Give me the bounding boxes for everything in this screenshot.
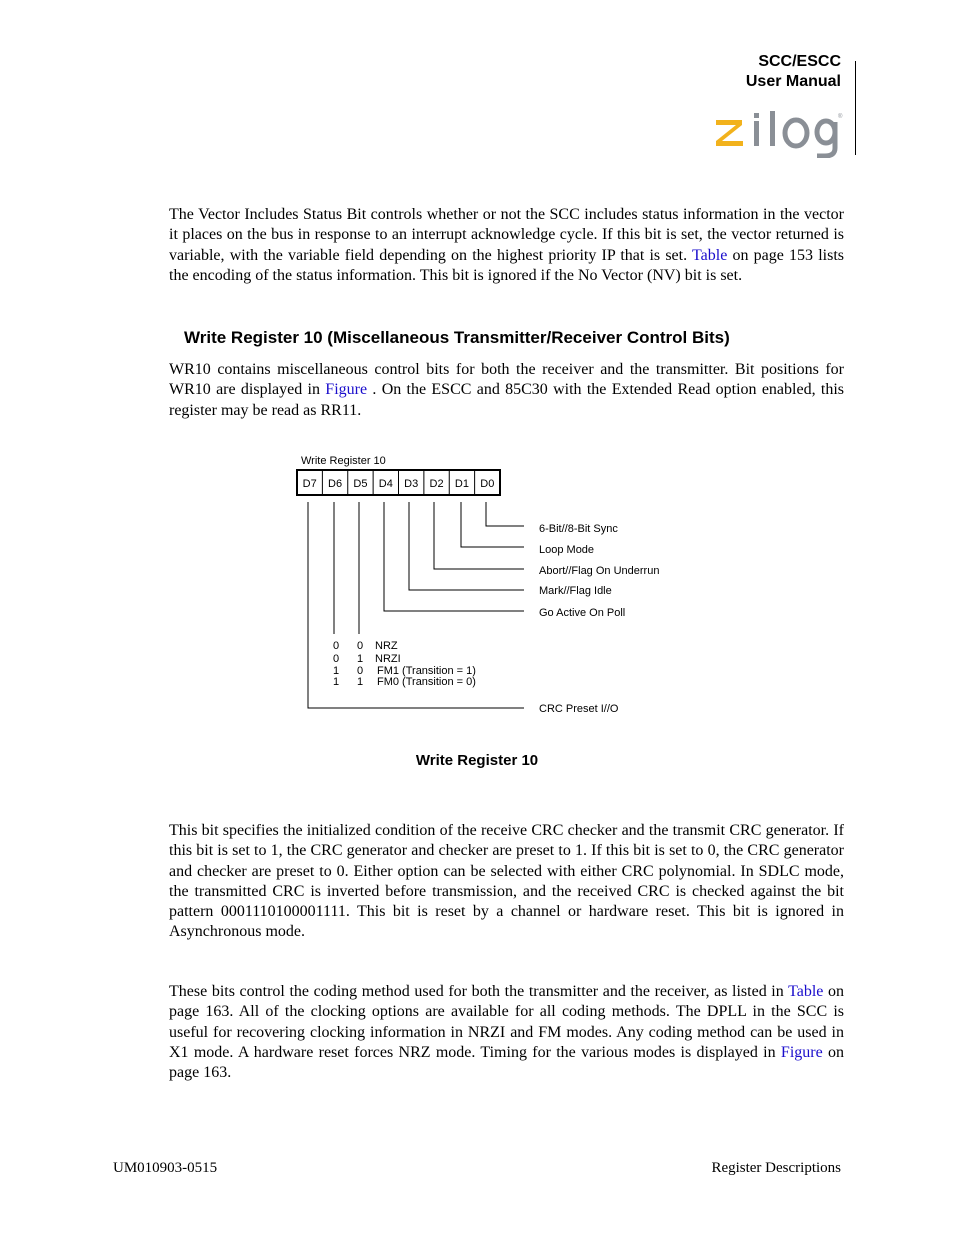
coding-row-2-name: NRZI bbox=[375, 653, 401, 665]
coding-row-2-d6: 0 bbox=[333, 653, 340, 665]
coding-row-4-name: FM0 (Transition = 0) bbox=[377, 676, 476, 688]
register-label: Write Register 10 bbox=[301, 455, 386, 467]
leader-d0 bbox=[486, 502, 524, 526]
bit-cell-d2: D2 bbox=[429, 478, 444, 490]
label-mark-flag-idle: Mark//Flag Idle bbox=[539, 585, 612, 597]
label-abort-flag-on-underrun: Abort//Flag On Underrun bbox=[539, 565, 660, 577]
leader-d4 bbox=[384, 502, 524, 611]
label-loop-mode: Loop Mode bbox=[539, 544, 595, 556]
wr10-paragraph: WR10 contains miscellaneous control bits for both the receiver and the transmitter. Bit positions for WR10 are displayed in Figure . On the ESCC and 85C30 with the Extended Read option enabled, this register may be read as RR11. bbox=[169, 361, 844, 419]
label-crc-preset: CRC Preset I//O bbox=[539, 703, 619, 715]
data-encoding-paragraph: These bits control the coding method used for both the transmitter and the receiver, as listed in Table on page 163. All of the clocking options are available for all coding methods. The DPLL in the SCC is useful for recovering clocking information in NRZI and FM modes. Any coding method can be used in X1 mode. A hardware reset forces NRZ mode. Timing for the various modes is displayed in Figure on page 163. bbox=[169, 983, 845, 1082]
label-go-active-on-poll: Go Active On Poll bbox=[539, 607, 626, 619]
coding-row-3-name: FM1 (Transition = 1) bbox=[377, 665, 476, 677]
bit-cell-d4: D4 bbox=[378, 478, 393, 490]
document-header bbox=[746, 52, 841, 92]
logo-ilog-mark bbox=[754, 111, 835, 156]
coding-row-4-d6: 1 bbox=[333, 676, 340, 688]
bit-cell-d7: D7 bbox=[302, 478, 317, 490]
crc-preset-paragraph: This bit specifies the initialized condition of the receive CRC checker and the transmit CRC generator. If this bit is set to 1, the CRC generator and checker are preset to 1. If this bit is set to 0, the CRC generator and checker are preset to 0. Either option can be selected with either CRC polynomial. In SDLC mode, the transmitted CRC is inverted before transmission, and the received CRC is checked against the bit pattern 0001110100001111. This bit is reset by a channel or hardware reset. This bit is ignored in Asynchronous mode. bbox=[169, 822, 844, 941]
footer-doc-id: UM010903-0515 bbox=[113, 1160, 218, 1176]
coding-row-3-d5: 0 bbox=[357, 665, 364, 677]
wr10-bit-diagram bbox=[0, 440, 954, 730]
zilog-logo bbox=[714, 108, 846, 158]
registered-mark: ® bbox=[838, 114, 843, 120]
coding-row-3-d6: 1 bbox=[333, 665, 340, 677]
coding-row-1-d6: 0 bbox=[333, 640, 340, 652]
bit-cell-d6: D6 bbox=[328, 478, 343, 490]
header-title: SCC/ESCC bbox=[758, 53, 841, 70]
bit-cell-d0: D0 bbox=[480, 478, 495, 490]
bit-cell-d1: D1 bbox=[454, 478, 469, 490]
bit-cell-d5: D5 bbox=[353, 478, 368, 490]
label-6bit-8bit-sync: 6-Bit//8-Bit Sync bbox=[539, 523, 618, 535]
coding-table bbox=[333, 640, 476, 688]
footer-section-name: Register Descriptions bbox=[711, 1160, 841, 1176]
section-heading: Write Register 10 (Miscellaneous Transmitter/Receiver Control Bits) bbox=[184, 328, 730, 347]
leader-d3 bbox=[409, 502, 524, 590]
coding-row-1-d5: 0 bbox=[357, 640, 364, 652]
figure-link-2[interactable]: Figure bbox=[780, 1043, 823, 1061]
figure-caption: Write Register 10 bbox=[415, 752, 539, 769]
coding-row-2-d5: 1 bbox=[357, 653, 364, 665]
vector-status-paragraph: The Vector Includes Status Bit controls whether or not the SCC includes status information in the vector it places on the bus in response to an interrupt acknowledge cycle. If this bit is set, the vector returned is variable, with the variable field depending on the highest priority IP that is set. Table on page 153 lists the encoding of the status information. This bit is ignored if the No Vector (NV) bit is set. bbox=[169, 206, 845, 284]
logo-z-mark bbox=[716, 120, 743, 146]
table-link[interactable]: Table bbox=[692, 246, 728, 264]
header-subtitle: User Manual bbox=[745, 73, 841, 90]
coding-row-4-d5: 1 bbox=[357, 676, 364, 688]
leader-d2 bbox=[434, 502, 524, 569]
coding-row-1-name: NRZ bbox=[375, 640, 398, 652]
table-link-2[interactable]: Table bbox=[788, 983, 824, 1000]
bit-cell-d3: D3 bbox=[404, 478, 419, 490]
header-divider bbox=[855, 61, 856, 155]
figure-link[interactable]: Figure bbox=[325, 381, 368, 399]
leader-d1 bbox=[461, 502, 524, 547]
